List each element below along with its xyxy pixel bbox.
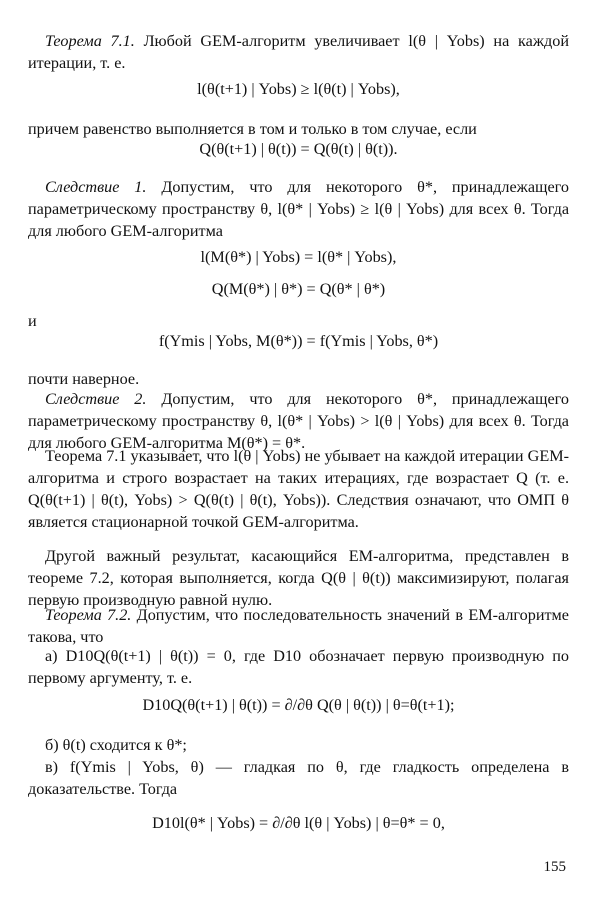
corollary-2-label: Следствие 2. — [45, 390, 147, 408]
item-a: а) D10Q(θ(t+1) | θ(t)) = 0, где D10 обозначает первую производную по первому аргументу, т. е. — [28, 647, 569, 687]
item-b: б) θ(t) сходится к θ*; — [45, 736, 187, 754]
formula-d10-likelihood: D10l(θ* | Yobs) = ∂/∂θ l(θ | Yobs) | θ=θ* = 0, — [152, 814, 445, 832]
formula-q-equality: Q(θ(t+1) | θ(t)) = Q(θ(t) | θ(t)). — [199, 140, 398, 158]
corollary-1-label: Следствие 1. — [45, 178, 147, 196]
theorem-7-2-text: Допустим, что последовательность значений в EM-алгоритме такова, что — [28, 606, 569, 646]
equality-condition-text: причем равенство выполняется в том и только в том случае, если — [28, 120, 477, 138]
theorem-7-2 — [28, 604, 569, 648]
paragraph-theorem-indicates: Теорема 7.1 указывает, что l(θ | Yobs) не убывает на каждой итерации GEM-алгоритма и строго возрастает на таких итерациях, где возрастает Q (т. е. Q(θ(t+1) | θ(t), Yobs) > Q(θ(t) | θ(t), Yobs)). Следствия означают, что ОМП θ является стационарной точкой GEM-алгоритма. — [28, 447, 569, 531]
formula-likelihood-increase: l(θ(t+1) | Yobs) ≥ l(θ(t) | Yobs), — [197, 80, 400, 98]
theorem-7-1 — [28, 30, 569, 74]
almost-surely-text: почти наверное. — [28, 370, 140, 388]
page-number: 155 — [543, 859, 566, 875]
corollary-2-text: Допустим, что для некоторого θ*, принадлежащего параметрическому пространству θ, l(θ* | Yobs) > l(θ | Yobs) для всех θ. Тогда для любого GEM-алгоритма M(θ*) = θ*. — [28, 390, 569, 452]
theorem-7-1-text: Любой GEM-алгоритм увеличивает l(θ | Yobs) на каждой итерации, т. е. — [28, 32, 569, 72]
theorem-7-2-label: Теорема 7.2. — [45, 606, 132, 624]
item-c: в) f(Ymis | Yobs, θ) — гладкая по θ, где гладкость определена в доказательстве. Тогда — [28, 758, 569, 798]
corollary-1 — [28, 176, 569, 242]
paragraph-other-result: Другой важный результат, касающийся EM-алгоритма, представлен в теореме 7.2, которая выполняется, когда Q(θ | θ(t)) максимизируют, полагая первую производную равной нулю. — [28, 547, 569, 609]
formula-d10-definition: D10Q(θ(t+1) | θ(t)) = ∂/∂θ Q(θ | θ(t)) | θ=θ(t+1); — [142, 696, 455, 714]
formula-m-theta-likelihood: l(M(θ*) | Yobs) = l(θ* | Yobs), — [200, 248, 397, 266]
corollary-1-text: Допустим, что для некоторого θ*, принадлежащего параметрическому пространству θ, l(θ* | Yobs) ≥ l(θ | Yobs) для всех θ. Тогда для любого GEM-алгоритма — [28, 178, 569, 240]
theorem-7-1-label: Теорема 7.1. — [45, 32, 135, 50]
formula-conditional-density: f(Ymis | Yobs, M(θ*)) = f(Ymis | Yobs, θ*) — [158, 332, 439, 350]
and-word: и — [28, 312, 37, 330]
formula-m-theta-q: Q(M(θ*) | θ*) = Q(θ* | θ*) — [211, 280, 386, 298]
